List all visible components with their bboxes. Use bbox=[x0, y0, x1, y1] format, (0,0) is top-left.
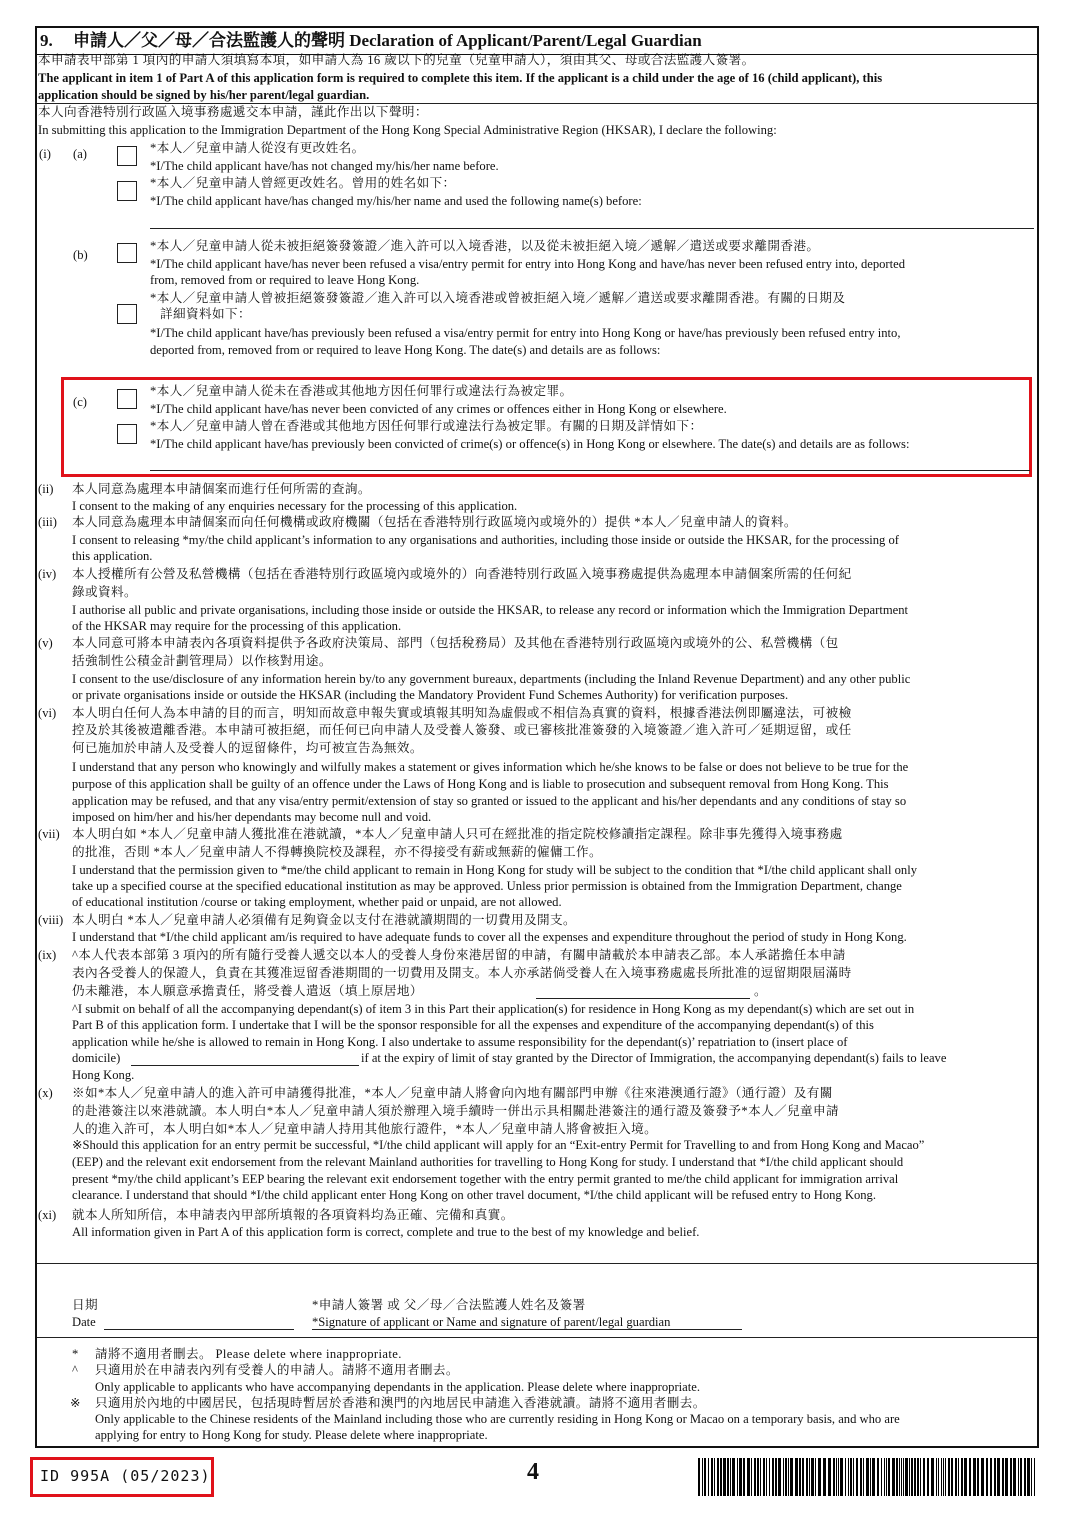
item-viii-number: (viii) bbox=[38, 913, 64, 927]
item-xi-en: All information given in Part A of this application form is correct, complete and true to the best of my knowledge and belief. bbox=[72, 1225, 700, 1239]
item-i-b-label: (b) bbox=[73, 248, 88, 262]
item-x-number: (x) bbox=[38, 1086, 53, 1100]
submit-en: In submitting this application to the Immigration Department of the Hong Kong Special Administrative Region (HKSAR), I declare the following: bbox=[38, 123, 777, 137]
c2-en: *I/The child applicant have/has previously been convicted of crime(s) or offence(s) in Hong Kong or elsewhere. The date(s) and details are as follows: bbox=[150, 437, 910, 451]
item-iv-en-1: I authorise all public and private organisations, including those inside or outside the HKSAR, to release any record or information which the Immigration Department bbox=[72, 603, 908, 617]
section-number: 9. bbox=[40, 31, 53, 50]
signature-label-zh: *申請人簽署 或 父／母／合法監護人姓名及簽署 bbox=[312, 1298, 586, 1312]
item-xi-zh: 就本人所知所信，本申請表內甲部所填報的各項資料均為正確、完備和真實。 bbox=[72, 1208, 514, 1222]
item-vii-zh-2: 的批准，否則 *本人／兒童申請人不得轉換院校及課程，亦不得接受有薪或無薪的僱傭工作。 bbox=[72, 845, 602, 859]
note-3-zh: 只適用於內地的中國居民，包括現時暫居於香港和澳門的內地居民申請進入香港就讀。請將不適用者刪去。 bbox=[95, 1396, 706, 1410]
item-x-en-2: (EEP) and the relevant exit endorsement from the relevant Mainland authorities for travelling to Hong Kong for study. I understand that *I/the child applicant should bbox=[72, 1155, 904, 1169]
a2-en: *I/The child applicant have/has changed my/his/her name and used the following name(s) before: bbox=[150, 194, 642, 208]
submit-zh: 本人向香港特別行政區入境事務處遞交本申請，謹此作出以下聲明： bbox=[38, 105, 428, 119]
item-vii-zh-1: 本人明白如 *本人／兒童申請人獲批准在港就讀，*本人／兒童申請人只可在經批准的指定院校修讀指定課程。除非事先獲得入境事務處 bbox=[72, 827, 843, 841]
date-label-en: Date bbox=[72, 1315, 96, 1329]
b1-en-2: from, removed from or required to leave Hong Kong. bbox=[150, 273, 420, 287]
a1-en: *I/The child applicant have/has not changed my/his/her name before. bbox=[150, 159, 499, 173]
note-3-en-2: applying for entry to Hong Kong for study. Please delete where inappropriate. bbox=[95, 1428, 488, 1442]
item-ii-number: (ii) bbox=[38, 482, 54, 496]
note-1-mark: * bbox=[72, 1347, 79, 1361]
c2-zh: *本人／兒童申請人曾在香港或其他地方因任何罪行或違法行為被定罪。有關的日期及詳情如下： bbox=[150, 419, 703, 433]
item-x-zh-2: 的赴港簽注以來港就讀。本人明白*本人／兒童申請人須於辦理入境手續時一併出示具相關赴港簽注的通行證及簽發予*本人／兒童申請 bbox=[72, 1104, 840, 1118]
section-header bbox=[37, 28, 1037, 55]
item-v-zh-1: 本人同意可將本申請表內各項資料提供予各政府決策局、部門（包括稅務局）及其他在香港特別行政區境內或境外的公、私營機構（包 bbox=[72, 636, 839, 650]
item-vi-en-1: I understand that any person who knowingly and wilfully makes a statement or gives information which he/she knows to be false or does not believe to be true for the bbox=[72, 760, 909, 774]
item-ix-en-4b: if at the expiry of limit of stay granted by the Director of Immigration, the accompanying dependant(s) fails to leave bbox=[361, 1051, 947, 1065]
item-ix-zh-2: 表內各受養人的保證人，負責在其獲准逗留香港期間的一切費用及開支。本人亦承諾倘受養人在入境事務處處長所批准的逗留期限屆滿時 bbox=[72, 966, 852, 980]
item-vi-en-4: imposed on him/her and his/her dependants may become null and void. bbox=[72, 810, 432, 824]
item-i-a-label: (a) bbox=[73, 147, 87, 161]
domicile-field-zh[interactable] bbox=[536, 998, 750, 999]
item-ix-zh-1: ^本人代表本部第 3 項內的所有隨行受養人遞交以本人的受養人身份來港居留的申請，有關申請載於本申請表乙部。本人承諾擔任本申請 bbox=[72, 948, 846, 962]
item-iii-zh: 本人同意為處理本申請個案而向任何機構或政府機關（包括在香港特別行政區境內或境外的）提供 *本人／兒童申請人的資料。 bbox=[72, 515, 797, 529]
item-iii-number: (iii) bbox=[38, 515, 57, 529]
item-vi-number: (vi) bbox=[38, 706, 57, 720]
note-3-en-1: Only applicable to the Chinese residents of the Mainland including those who are currently residing in Hong Kong or Macao on a temporary basis, and who are bbox=[95, 1412, 900, 1426]
c1-zh: *本人／兒童申請人從未在香港或其他地方因任何罪行或違法行為被定罪。 bbox=[150, 384, 573, 398]
item-iii-en-2: this application. bbox=[72, 549, 153, 563]
signature-divider bbox=[37, 1263, 1037, 1264]
item-ii-zh: 本人同意為處理本申請個案而進行任何所需的查詢。 bbox=[72, 482, 371, 496]
item-viii-en: I understand that *I/the child applicant am/is required to have adequate funds to cover all the expenses and expenditure throughout the period of study in Hong Kong. bbox=[72, 930, 907, 944]
item-ix-zh-end: 。 bbox=[754, 984, 767, 998]
c1-en: *I/The child applicant have/has never been convicted of any crimes or offences either in Hong Kong or elsewhere. bbox=[150, 402, 727, 416]
signature-label-en: *Signature of applicant or Name and signature of parent/legal guardian bbox=[312, 1315, 671, 1329]
item-xi-number: (xi) bbox=[38, 1208, 57, 1222]
item-vi-zh-2: 控及於其後被遣離香港。本申請可被拒絕，而任何已向申請人及受養人簽發、或已審核批准簽發的入境簽證／進入許可／延期逗留，或任 bbox=[72, 723, 852, 737]
item-x-en-4: clearance. I understand that should *I/the child applicant enter Hong Kong on other travel document, *I/the child applicant will be refused entry to Hong Kong. bbox=[72, 1188, 877, 1202]
item-vi-en-2: purpose of this application shall be guilty of an offence under the Laws of Hong Kong and is liable to prosecution and subsequent removal from Hong Kong. This bbox=[72, 777, 889, 791]
item-ix-zh-3: 仍未離港，本人願意承擔責任，將受養人遣返（填上原居地） bbox=[72, 984, 423, 998]
note-2-en: Only applicable to applicants who have accompanying dependants in the application. Please delete where inappropriate. bbox=[95, 1380, 700, 1394]
b1-en-1: *I/The child applicant have/has never been refused a visa/entry permit for entry into Hong Kong and have/has never been refused entry into, deported bbox=[150, 257, 906, 271]
b2-en-2: deported from, removed from or required to leave Hong Kong. The date(s) and details are as follows: bbox=[150, 343, 661, 357]
signature-field[interactable] bbox=[312, 1329, 742, 1330]
item-iv-zh-2: 錄或資料。 bbox=[72, 585, 137, 599]
item-i-number: (i) bbox=[39, 147, 51, 161]
item-ix-en-5: Hong Kong. bbox=[72, 1068, 135, 1082]
notes-divider bbox=[37, 1337, 1037, 1338]
item-v-en-1: I consent to the use/disclosure of any information herein by/to any government bureaux, departments (including the Inland Revenue Department) and any other public bbox=[72, 672, 911, 686]
checkbox-previously-convicted[interactable] bbox=[117, 424, 137, 444]
item-x-zh-1: ※如*本人／兒童申請人的進入許可申請獲得批准，*本人／兒童申請人將會向內地有關部門申辦《往來港澳通行證》（通行證）及有關 bbox=[72, 1086, 833, 1100]
intro-en-1: The applicant in item 1 of Part A of this application form is required to complete this item. If the applicant is a child under the age of 16 (child applicant), this bbox=[38, 71, 883, 85]
item-v-en-2: or private organisations inside or outside the HKSAR (including the Mandatory Provident Fund Schemes Authority) for verification purposes. bbox=[72, 688, 789, 702]
item-vi-en-3: application may be refused, and that any visa/entry permit/extension of stay so granted or issued to the applicant and his/her dependants and any conditions of stay so bbox=[72, 794, 907, 808]
item-ix-en-3: application while he/she is allowed to remain in Hong Kong. I also undertake to assume responsibility for the dependant(s)’ repatriation to (insert place of bbox=[72, 1035, 848, 1049]
item-i-c-label: (c) bbox=[73, 395, 87, 409]
date-field[interactable] bbox=[104, 1329, 294, 1330]
checkbox-never-refused[interactable] bbox=[117, 243, 137, 263]
checkbox-previously-refused[interactable] bbox=[117, 304, 137, 324]
item-iv-en-2: of the HKSAR may require for the processing of this application. bbox=[72, 619, 402, 633]
date-label-zh: 日期 bbox=[72, 1298, 98, 1312]
b1-zh: *本人／兒童申請人從未被拒絕簽發簽證／進入許可以入境香港，以及從未被拒絕入境／遞解／遣送或要求離開香港。 bbox=[150, 239, 820, 253]
item-iv-number: (iv) bbox=[38, 567, 57, 581]
item-iii-en-1: I consent to releasing *my/the child applicant’s information to any organisations and authorities, including those inside or outside the HKSAR, for the processing of bbox=[72, 533, 899, 547]
checkbox-name-not-changed[interactable] bbox=[117, 146, 137, 166]
item-x-en-1: ※Should this application for an entry permit be successful, *I/the child applicant will apply for an “Exit-entry Permit for Travelling to and from Hong Kong and Macao” bbox=[72, 1138, 925, 1152]
item-vi-zh-3: 何已施加於申請人及受養人的逗留條件，均可被宣告為無效。 bbox=[72, 741, 423, 755]
item-vii-en-2: take up a specified course at the specified educational institution as may be approved. Unless prior permission is obtained from the Immigration Department, change bbox=[72, 879, 902, 893]
item-ix-en-4a: domicile) bbox=[72, 1051, 121, 1065]
note-3-mark: ※ bbox=[70, 1396, 81, 1410]
checkbox-name-changed[interactable] bbox=[117, 181, 137, 201]
intro-en-2: application should be signed by his/her parent/legal guardian. bbox=[38, 88, 370, 102]
item-x-en-3: present *my/the child applicant’s EEP bearing the relevant exit endorsement together with the entry permit granted to me/the child applicant for immigration arrival bbox=[72, 1172, 899, 1186]
item-iv-zh-1: 本人授權所有公營及私營機構（包括在香港特別行政區境內或境外的）向香港特別行政區入境事務處提供為處理本申請個案所需的任何紀 bbox=[72, 567, 852, 581]
item-ix-en-2: Part B of this application form. I undertake that I will be the sponsor responsible for all the expenses and expenditure of the accompanying dependant(s) of this bbox=[72, 1018, 874, 1032]
b2-zh-1: *本人／兒童申請人曾被拒絕簽發簽證／進入許可以入境香港或曾被拒絕入境／遞解／遣送或要求離開香港。有關的日期及 bbox=[150, 291, 846, 305]
item-vii-number: (vii) bbox=[38, 827, 60, 841]
item-viii-zh: 本人明白 *本人／兒童申請人必須備有足夠資金以支付在港就讀期間的一切費用及開支。 bbox=[72, 913, 577, 927]
previous-names-field[interactable] bbox=[150, 228, 1034, 229]
domicile-field-en[interactable] bbox=[131, 1065, 359, 1066]
b2-zh-2: 詳細資料如下： bbox=[160, 307, 251, 321]
note-2-mark: ^ bbox=[72, 1363, 78, 1377]
item-vii-en-1: I understand that the permission given to *me/the child applicant to remain in Hong Kong for study will be subject to the condition that *I/the child applicant shall only bbox=[72, 863, 918, 877]
note-1: 請將不適用者刪去。 Please delete where inappropriate. bbox=[95, 1347, 402, 1361]
page-number: 4 bbox=[527, 1459, 539, 1485]
item-ii-en: I consent to the making of any enquiries necessary for the processing of this application. bbox=[72, 499, 518, 513]
conviction-details-field[interactable] bbox=[150, 470, 1030, 471]
item-ix-number: (ix) bbox=[38, 948, 57, 962]
barcode-image bbox=[698, 1458, 1038, 1496]
item-x-zh-3: 人的進入許可，本人明白如*本人／兒童申請人持用其他旅行證件，*本人／兒童申請人將會被拒入境。 bbox=[72, 1122, 658, 1136]
item-v-zh-2: 括強制性公積金計劃管理局）以作核對用途。 bbox=[72, 654, 332, 668]
a2-zh: *本人／兒童申請人曾經更改姓名。曾用的姓名如下： bbox=[150, 176, 456, 190]
item-vii-en-3: of educational institution /course or taking employment, whether paid or unpaid, are not allowed. bbox=[72, 895, 562, 909]
item-v-number: (v) bbox=[38, 636, 53, 650]
section-title: 申請人／父／母／合法監護人的聲明 Declaration of Applicant/Parent/Legal Guardian bbox=[73, 31, 702, 50]
checkbox-never-convicted[interactable] bbox=[117, 389, 137, 409]
a1-zh: *本人／兒童申請人從沒有更改姓名。 bbox=[150, 141, 365, 155]
item-ix-en-1: ^I submit on behalf of all the accompanying dependant(s) of item 3 in this Part their application(s) for residence in Hong Kong as my dependant(s) which are set out in bbox=[72, 1002, 915, 1016]
note-2-zh: 只適用於在申請表內列有受養人的申請人。請將不適用者刪去。 bbox=[95, 1363, 459, 1377]
intro-zh: 本申請表甲部第 1 項內的申請人須填寫本項，如申請人為 16 歲以下的兒童（兒童申請人），須由其父、母或合法監護人簽署。 bbox=[38, 53, 755, 67]
b2-en-1: *I/The child applicant have/has previously been refused a visa/entry permit for entry into Hong Kong or have/has previously been refused entry into, bbox=[150, 326, 901, 340]
form-code: ID 995A (05/2023) bbox=[40, 1467, 211, 1485]
item-vi-zh-1: 本人明白任何人為本申請的目的而言，明知而故意申報失實或填報其明知為虛假或不相信為真實的資料，根據香港法例即屬違法，可被檢 bbox=[72, 706, 852, 720]
